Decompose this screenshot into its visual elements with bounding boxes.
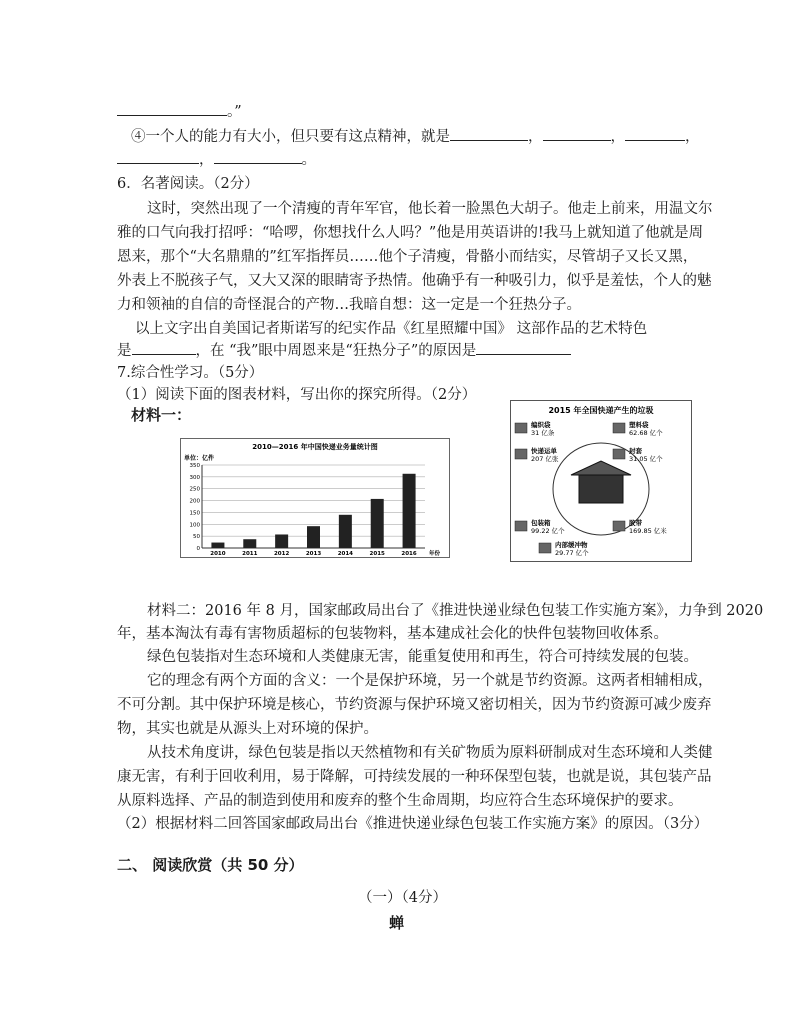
prev-tail: 。” bbox=[227, 104, 242, 120]
item-value: 31 亿条 bbox=[531, 429, 555, 437]
item-icon bbox=[539, 543, 551, 553]
y-tick-label: 50 bbox=[193, 534, 200, 541]
answer-blank[interactable] bbox=[625, 125, 685, 141]
q6-title: 6．名著阅读。（2分） bbox=[117, 176, 259, 192]
answer-blank[interactable] bbox=[117, 100, 227, 116]
q4-text: ④一个人的能力有大小，但只要有这点精神，就是 bbox=[131, 129, 450, 145]
q6-para-line: 这时，突然出现了一个清瘦的青年军官，他长着一脸黑色大胡子。他走上前来，用温文尔 bbox=[147, 201, 713, 217]
m2-line: 康无害，有利于回收利用，易于降解，可持续发展的一种环保型包装，也就是说，其包装产品 bbox=[117, 769, 712, 785]
q4-line bbox=[131, 125, 700, 146]
q6-para-line: 恩来，那个“大名鼎鼎的”红军指挥员……他个子清瘦，骨骼小而结实，尽管胡子又长又黑， bbox=[117, 249, 698, 265]
x-tick-label: 2015 bbox=[369, 551, 385, 557]
q7-title: 7.综合性学习。（5分） bbox=[117, 365, 264, 381]
answer-blank[interactable] bbox=[214, 148, 302, 164]
m2-line: 年，基本淘汰有毒有害物质超标的包装物料，基本建成社会化的快件包装物回收体系。 bbox=[117, 626, 668, 642]
item-icon bbox=[613, 449, 625, 459]
item-icon bbox=[613, 521, 625, 531]
material1-label: 材料一： bbox=[131, 406, 192, 424]
box-lid-icon bbox=[571, 461, 631, 475]
bar-2014 bbox=[339, 515, 352, 548]
bar-chart-svg bbox=[180, 438, 450, 558]
item-icon bbox=[515, 449, 527, 459]
item-name: 包装箱 bbox=[531, 519, 551, 527]
item-value: 62.68 亿个 bbox=[629, 429, 663, 437]
bar-chart bbox=[180, 438, 450, 558]
m2-line: 从技术角度讲，绿色包装是指以天然植物和有关矿物质为原料研制成对生态环境和人类健 bbox=[147, 745, 713, 761]
answer-blank[interactable] bbox=[117, 148, 199, 164]
x-tick-label: 2010 bbox=[210, 551, 226, 557]
x-axis-label: 年份 bbox=[429, 551, 441, 557]
x-tick-label: 2014 bbox=[337, 551, 354, 557]
q7-sub2: （2）根据材料二回答国家邮政局出台《推进快递业绿色包装工作实施方案》的原因。（3分） bbox=[117, 816, 709, 832]
answer-blank[interactable] bbox=[132, 339, 196, 355]
m2-line: 绿色包装指对生态环境和人类健康无害，能重复使用和再生，符合可持续发展的包装。 bbox=[147, 649, 698, 665]
q6-text: ，在 “我”眼中周恩来是“狂热分子”的原因是 bbox=[195, 343, 477, 359]
q6-para-line: 雅的口气向我打招呼：“哈啰，你想找什么人吗？”他是用英语讲的!我马上就知道了他就是周 bbox=[117, 225, 704, 241]
y-tick-label: 300 bbox=[189, 474, 200, 481]
m2-line: 材料二：2016 年 8 月，国家邮政局出台了《推进快递业绿色包装工作实施方案》，力争到 2020 bbox=[147, 603, 764, 619]
x-tick-label: 2016 bbox=[401, 551, 417, 557]
answer-blank[interactable] bbox=[543, 125, 611, 141]
q6-question-line: 以上文字出自美国记者斯诺写的纪实作品《红星照耀中国》 这部作品的艺术特色 bbox=[135, 321, 648, 337]
item-value: 99.22 亿个 bbox=[531, 527, 565, 535]
item-value: 207 亿张 bbox=[531, 455, 559, 463]
x-tick-label: 2012 bbox=[273, 551, 290, 557]
separator: ， bbox=[528, 129, 543, 145]
y-tick-label: 0 bbox=[196, 546, 200, 552]
q7-sub1: （1）阅读下面的图表材料，写出你的探究所得。（2分） bbox=[117, 387, 477, 403]
q6-para-line: 外表上不脱孩子气，又大又深的眼睛寄予热情。他确乎有一种吸引力，似乎是羞怯，个人的魅 bbox=[117, 273, 712, 289]
q4-line2 bbox=[117, 148, 316, 169]
bar-2016 bbox=[403, 474, 416, 548]
bar-2010 bbox=[211, 543, 224, 548]
separator: 。 bbox=[301, 152, 316, 168]
separator: ， bbox=[610, 129, 625, 145]
item-value: 31.05 亿个 bbox=[629, 455, 663, 463]
x-tick-label: 2011 bbox=[242, 551, 258, 557]
section-heading: 二、 阅读欣赏（共 50 分） bbox=[117, 856, 304, 874]
m2-line: 物，其实也就是从源头上对环境的保护。 bbox=[117, 721, 378, 737]
q6-question-line2 bbox=[117, 339, 571, 360]
separator: ， bbox=[685, 129, 700, 145]
q6-text: 是 bbox=[117, 343, 132, 359]
poem-title: 蝉 bbox=[389, 914, 405, 932]
prev-answer-line bbox=[117, 100, 242, 121]
answer-blank[interactable] bbox=[450, 125, 528, 141]
separator: ， bbox=[199, 152, 214, 168]
bar-2012 bbox=[275, 534, 288, 548]
item-name: 胶带 bbox=[629, 519, 642, 527]
part-heading: （一）（4分） bbox=[358, 890, 447, 906]
garbage-diagram-svg bbox=[511, 401, 691, 561]
item-name: 内部缓冲物 bbox=[555, 541, 588, 549]
garbage-diagram bbox=[510, 400, 692, 562]
bar-2011 bbox=[243, 539, 256, 548]
box-icon bbox=[579, 475, 623, 503]
item-icon bbox=[613, 423, 625, 433]
item-value: 29.77 亿个 bbox=[555, 549, 589, 557]
item-name: 快递运单 bbox=[531, 447, 557, 455]
x-tick-label: 2013 bbox=[305, 551, 322, 557]
answer-blank[interactable] bbox=[476, 339, 571, 355]
item-icon bbox=[515, 521, 527, 531]
y-axis-label: 单位：亿件 bbox=[184, 455, 215, 462]
y-tick-label: 150 bbox=[189, 510, 200, 517]
item-name: 编织袋 bbox=[531, 421, 551, 429]
y-tick-label: 250 bbox=[189, 486, 200, 493]
item-name: 塑料袋 bbox=[629, 421, 649, 429]
chart-title: 2010—2016 年中国快递业务量统计图 bbox=[252, 443, 378, 451]
y-tick-label: 200 bbox=[189, 498, 200, 505]
m2-line: 不可分割。其中保护环境是核心，节约资源与保护环境又密切相关，因为节约资源可减少废弃 bbox=[117, 697, 712, 713]
item-value: 169.85 亿米 bbox=[629, 527, 667, 535]
diagram-title: 2015 年全国快递产生的垃圾 bbox=[548, 406, 654, 415]
item-icon bbox=[515, 423, 527, 433]
y-tick-label: 100 bbox=[189, 522, 200, 529]
item-name: 封套 bbox=[629, 447, 642, 455]
m2-line: 从原料选择、产品的制造到使用和废弃的整个生命周期，均应符合生态环境保护的要求。 bbox=[117, 793, 683, 809]
q6-para-line: 力和领袖的自信的奇怪混合的产物…我暗自想：这一定是一个狂热分子。 bbox=[117, 297, 581, 313]
bar-2013 bbox=[307, 526, 320, 548]
m2-line: 它的理念有两个方面的含义：一个是保护环境，另一个就是节约资源。这两者相辅相成， bbox=[147, 673, 713, 689]
y-tick-label: 350 bbox=[189, 463, 200, 469]
bar-2015 bbox=[371, 499, 384, 548]
